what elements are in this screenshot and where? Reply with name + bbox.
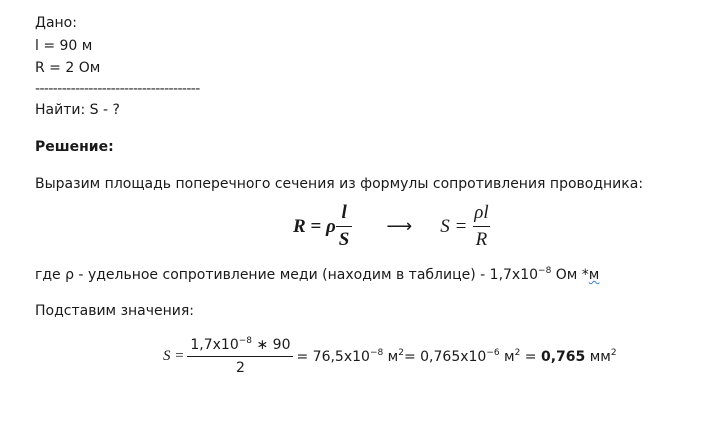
calc-lhs: S = [163,348,185,364]
rho-unit-marked: м [588,267,600,283]
calc-r1-unit: м [383,348,399,365]
area-numerator: ρl [474,202,489,223]
calc-r2-exp: −6 [486,347,500,358]
formula1-fraction [336,201,353,252]
calc-fraction [187,335,293,378]
calc-r1-exp: −8 [369,347,384,358]
arrow-icon: ⟶ [386,216,413,237]
separator: ------------------------------------- [35,81,200,97]
calculation-formula [163,335,617,378]
calc-result-2 [404,349,520,365]
rho-text [35,265,599,285]
rho-unit: Ом * [551,267,589,283]
calc-r3-unit-exp: 2 [610,347,617,358]
given-heading: Дано: [35,15,77,31]
area-denominator: R [473,226,491,252]
given-resistance: R = 2 Ом [35,60,101,76]
formula2-lhs: S = [440,215,468,237]
formula1-numerator: l [341,202,347,223]
calc-r3-eq: = [520,348,541,365]
rho-exponent: −8 [538,266,552,276]
rho-prefix: где ρ - удельное сопротивление меди (находим в таблице) - 1,7x10 [35,267,539,283]
calc-num-exp: −8 [238,336,253,346]
calc-r1-base: = 76,5x10 [296,348,370,365]
express-text: Выразим площадь поперечного сечения из формулы сопротивления проводника: [35,176,644,192]
calc-r1-unit-exp: 2 [398,347,404,358]
calc-numerator [187,335,293,356]
area-fraction [471,201,491,252]
calc-num-mult: ∗ 90 [252,337,291,353]
formula1-lhs: R = ρ [293,215,336,237]
solution-heading: Решение: [35,139,114,155]
calc-r2-unit-exp: 2 [514,347,521,358]
calc-result-1 [296,349,403,365]
find-line: Найти: S - ? [35,102,120,118]
formula1-denominator: S [336,226,353,252]
calc-r3-value: 0,765 [541,348,586,365]
calc-result-3 [520,349,616,365]
calc-denominator: 2 [187,356,293,378]
calc-r3-unit: мм [585,348,611,365]
resistance-formula [293,201,492,252]
substitute-text: Подставим значения: [35,303,195,319]
given-length: l = 90 м [35,38,93,54]
calc-r2-unit: м [499,348,515,365]
calc-r2-base: = 0,765x10 [403,348,487,365]
calc-num-base: 1,7x10 [190,337,239,353]
